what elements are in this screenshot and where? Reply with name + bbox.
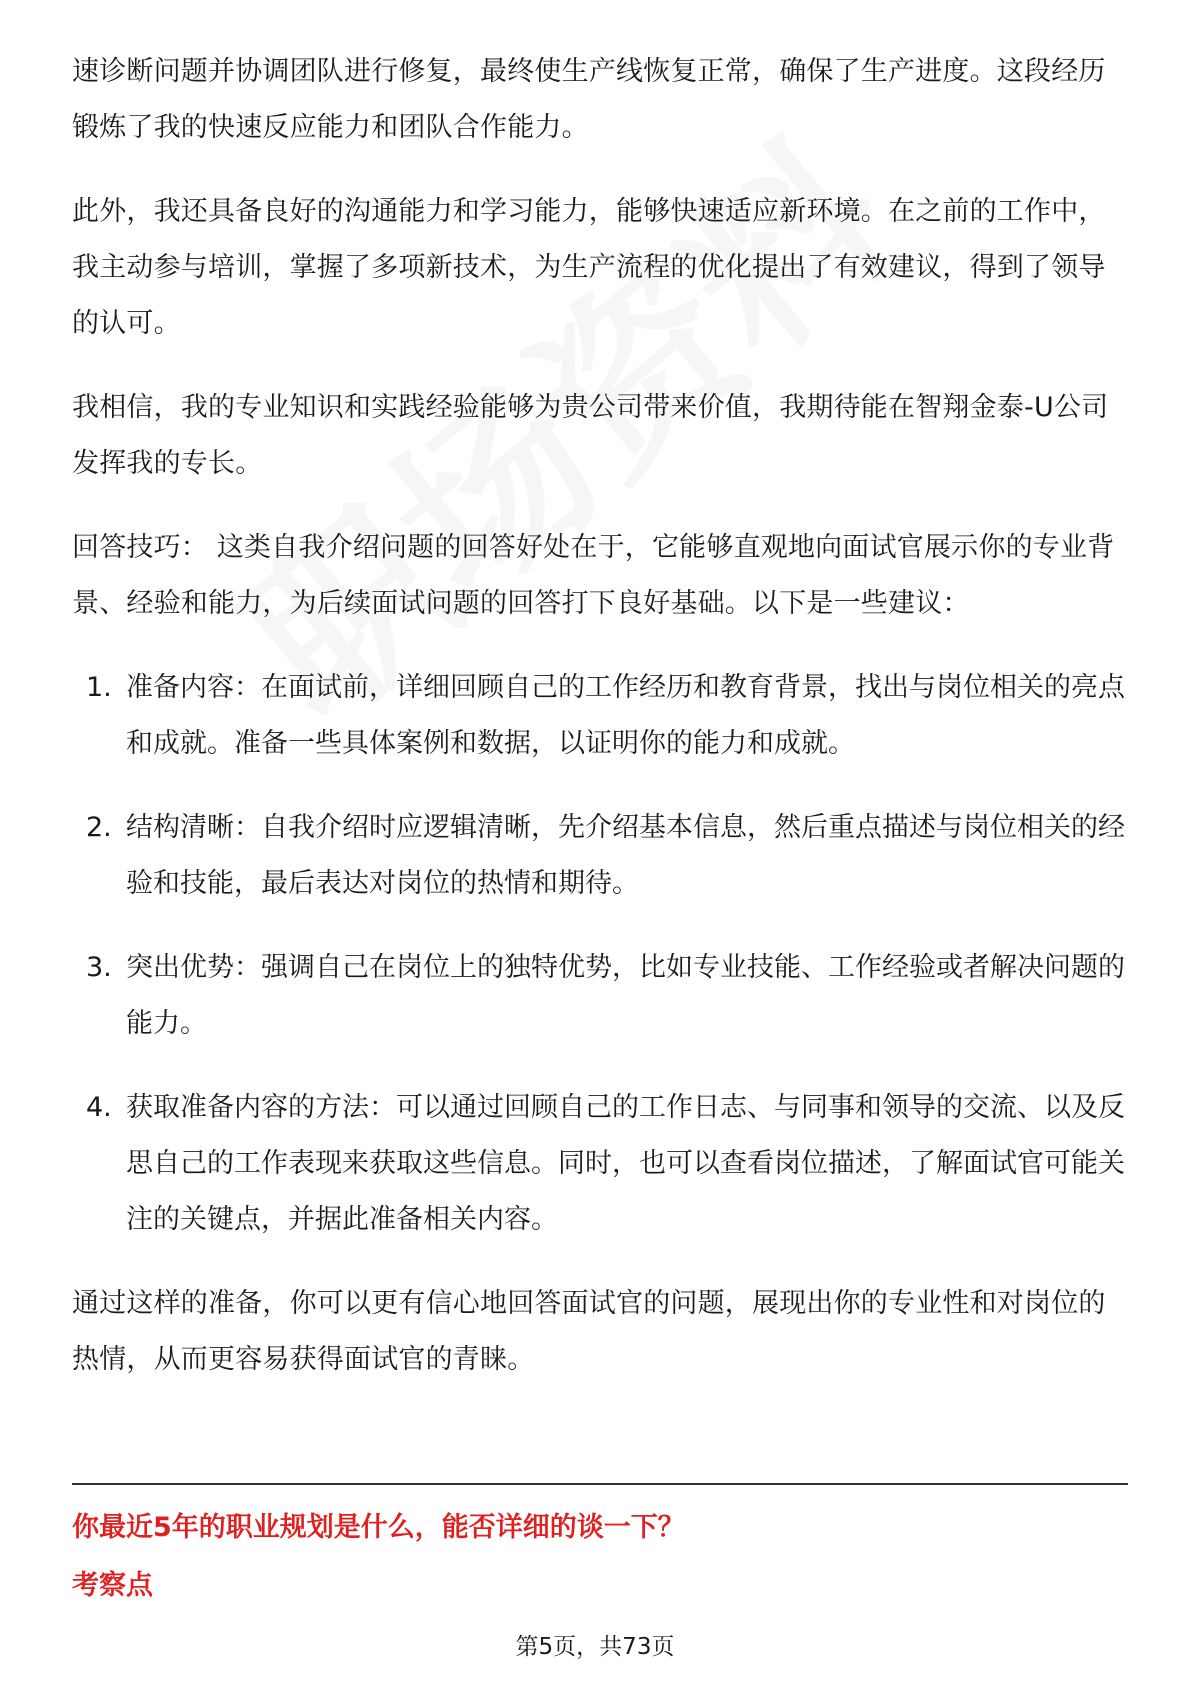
list-item	[72, 1080, 1128, 1248]
list-item	[72, 800, 1128, 912]
list-item	[72, 660, 1128, 772]
page-number-footer: 第5页，共73页	[515, 1634, 675, 1660]
paragraph-skills: 此外，我还具备良好的沟通能力和学习能力，能够快速适应新环境。在之前的工作中，我主动参与培训，掌握了多项新技术，为生产流程的优化提出了有效建议，得到了领导的认可。	[72, 196, 1106, 339]
tips-list	[72, 660, 1128, 1248]
list-item-number: 4.	[86, 1092, 112, 1123]
list-item-text: 准备内容：在面试前，详细回顾自己的工作经历和教育背景，找出与岗位相关的亮点和成就。准备一些具体案例和数据，以证明你的能力和成就。	[126, 672, 1125, 759]
list-item	[72, 940, 1128, 1052]
list-item-text: 获取准备内容的方法：可以通过回顾自己的工作日志、与同事和领导的交流、以及反思自己的工作表现来获取这些信息。同时，也可以查看岗位描述，了解面试官可能关注的关键点，并据此准备相关内容。	[126, 1092, 1125, 1235]
body-content	[72, 44, 1128, 1416]
list-item-number: 1.	[86, 672, 112, 703]
paragraph-conclusion: 我相信，我的专业知识和实践经验能够为贵公司带来价值，我期待能在智翔金泰-U公司发挥我的专长。	[72, 392, 1109, 479]
list-item-text: 结构清晰：自我介绍时应逻辑清晰，先介绍基本信息，然后重点描述与岗位相关的经验和技能，最后表达对岗位的热情和期待。	[126, 812, 1125, 899]
list-item-number: 2.	[86, 812, 112, 843]
paragraph-closing: 通过这样的准备，你可以更有信心地回答面试官的问题，展现出你的专业性和对岗位的热情，从而更容易获得面试官的青睐。	[72, 1288, 1106, 1375]
list-item-text: 突出优势：强调自己在岗位上的独特优势，比如专业技能、工作经验或者解决问题的能力。	[126, 952, 1125, 1039]
section-divider	[72, 1483, 1128, 1485]
next-question-heading: 你最近5年的职业规划是什么，能否详细的谈一下？	[72, 1512, 685, 1543]
list-item-number: 3.	[86, 952, 112, 983]
next-subheading: 考察点	[72, 1570, 153, 1601]
paragraph-answer-tips: 回答技巧： 这类自我介绍问题的回答好处在于，它能够直观地向面试官展示你的专业背景、经验和能力，为后续面试问题的回答打下良好基础。以下是一些建议：	[72, 532, 1115, 619]
paragraph-continuation: 速诊断问题并协调团队进行修复，最终使生产线恢复正常，确保了生产进度。这段经历锻炼了我的快速反应能力和团队合作能力。	[72, 56, 1106, 143]
